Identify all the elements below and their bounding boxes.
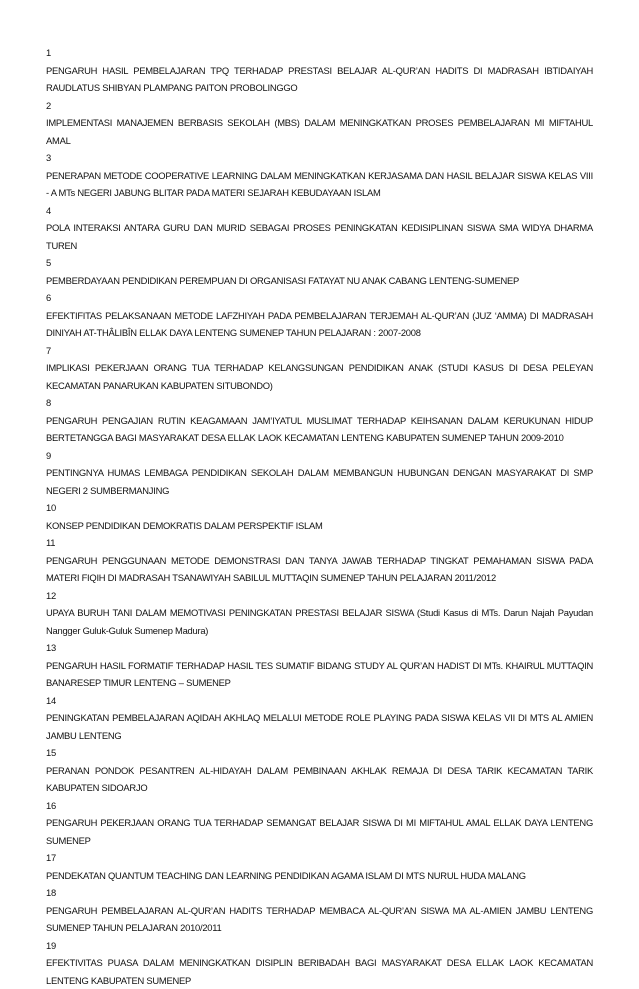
- entry-title: PENGARUH PEMBELAJARAN AL-QUR’AN HADITS TERHADAP MEMBACA AL-QUR’AN SISWA MA AL-AMIEN JAMBU LENTENG SUMENEP TAHUN PELAJARAN 2010/2011: [46, 902, 593, 937]
- entry-title: IMPLIKASI PEKERJAAN ORANG TUA TERHADAP KELANGSUNGAN PENDIDIKAN ANAK (STUDI KASUS DI DESA PELEYAN KECAMATAN PANARUKAN KABUPATEN SITUBONDO): [46, 359, 593, 394]
- entry-title: IMPLEMENTASI MANAJEMEN BERBASIS SEKOLAH (MBS) DALAM MENINGKATKAN PROSES PEMBELAJARAN MI MIFTAHUL AMAL: [46, 114, 593, 149]
- entry-title: POLA INTERAKSI ANTARA GURU DAN MURID SEBAGAI PROSES PENINGKATAN KEDISIPLINAN SISWA SMA WIDYA DHARMA TUREN: [46, 219, 593, 254]
- entry-number: 19: [46, 937, 593, 955]
- list-item: [46, 884, 593, 937]
- entry-title: EFEKTIVITAS PUASA DALAM MENINGKATKAN DISIPLIN BERIBADAH BAGI MASYARAKAT DESA ELLAK LAOK KECAMATAN LENTENG KABUPATEN SUMENEP: [46, 954, 593, 989]
- entry-title: PERANAN PONDOK PESANTREN AL-HIDAYAH DALAM PEMBINAAN AKHLAK REMAJA DI DESA TARIK KECAMATAN TARIK KABUPATEN SIDOARJO: [46, 762, 593, 797]
- entry-title: PENERAPAN METODE COOPERATIVE LEARNING DALAM MENINGKATKAN KERJASAMA DAN HASIL BELAJAR SISWA KELAS VIII - A MTs NEGERI JABUNG BLITAR PADA MATERI SEJARAH KEBUDAYAAN ISLAM: [46, 167, 593, 202]
- entry-title: KONSEP PENDIDIKAN DEMOKRATIS DALAM PERSPEKTIF ISLAM: [46, 517, 593, 535]
- list-item: [46, 744, 593, 797]
- entry-title: PENGARUH HASIL PEMBELAJARAN TPQ TERHADAP PRESTASI BELAJAR AL-QUR’AN HADITS DI MADRASAH IBTIDAIYAH RAUDLATUS SHIBYAN PLAMPANG PAITON PROBOLINGGO: [46, 62, 593, 97]
- entry-number: 2: [46, 97, 593, 115]
- entry-title: PENGARUH PENGAJIAN RUTIN KEAGAMAAN JAM’IYATUL MUSLIMAT TERHADAP KEIHSANAN DALAM KERUKUNAN HIDUP BERTETANGGA BAGI MASYARAKAT DESA ELLAK LAOK KECAMATAN LENTENG KABUPATEN SUMENEP TAHUN 2009-2010: [46, 412, 593, 447]
- list-item: [46, 149, 593, 202]
- entry-number: 11: [46, 534, 593, 552]
- entry-number: 14: [46, 692, 593, 710]
- entry-number: 17: [46, 849, 593, 867]
- list-item: [46, 394, 593, 447]
- entry-number: 12: [46, 587, 593, 605]
- list-item: [46, 639, 593, 692]
- entry-number: 7: [46, 342, 593, 360]
- entry-title: PENGARUH PENGGUNAAN METODE DEMONSTRASI DAN TANYA JAWAB TERHADAP TINGKAT PEMAHAMAN SISWA PADA MATERI FIQIH DI MADRASAH TSANAWIYAH SABILUL MUTTAQIN SUMENEP TAHUN PELAJARAN 2011/2012: [46, 552, 593, 587]
- list-item: [46, 342, 593, 395]
- entry-number: 15: [46, 744, 593, 762]
- entry-title: PENTINGNYA HUMAS LEMBAGA PENDIDIKAN SEKOLAH DALAM MEMBANGUN HUBUNGAN DENGAN MASYARAKAT DI SMP NEGERI 2 SUMBERMANJING: [46, 464, 593, 499]
- list-item: [46, 937, 593, 989]
- document-page: [46, 44, 593, 989]
- entry-number: 13: [46, 639, 593, 657]
- entry-number: 5: [46, 254, 593, 272]
- entry-title: PENGARUH PEKERJAAN ORANG TUA TERHADAP SEMANGAT BELAJAR SISWA DI MI MIFTAHUL AMAL ELLAK DAYA LENTENG SUMENEP: [46, 814, 593, 849]
- entry-number: 6: [46, 289, 593, 307]
- list-item: [46, 534, 593, 587]
- entry-number: 16: [46, 797, 593, 815]
- entry-number: 10: [46, 499, 593, 517]
- list-item: [46, 254, 593, 289]
- list-item: [46, 202, 593, 255]
- entry-title: PENGARUH HASIL FORMATIF TERHADAP HASIL TES SUMATIF BIDANG STUDY AL QUR’AN HADIST DI MTs. KHAIRUL MUTTAQIN BANARESEP TIMUR LENTENG – SUMENEP: [46, 657, 593, 692]
- list-item: [46, 587, 593, 640]
- list-item: [46, 849, 593, 884]
- list-item: [46, 499, 593, 534]
- entry-number: 4: [46, 202, 593, 220]
- list-item: [46, 797, 593, 850]
- entry-number: 18: [46, 884, 593, 902]
- entry-number: 8: [46, 394, 593, 412]
- list-item: [46, 692, 593, 745]
- entry-title: EFEKTIFITAS PELAKSANAAN METODE LAFZHIYAH PADA PEMBELAJARAN TERJEMAH AL-QUR’AN (JUZ ‘AMMA) DI MADRASAH DINIYAH AT-THÂLIBÎN ELLAK DAYA LENTENG SUMENEP TAHUN PELAJARAN : 2007-2008: [46, 307, 593, 342]
- entry-title: PENDEKATAN QUANTUM TEACHING DAN LEARNING PENDIDIKAN AGAMA ISLAM DI MTS NURUL HUDA MALANG: [46, 867, 593, 885]
- entry-title: UPAYA BURUH TANI DALAM MEMOTIVASI PENINGKATAN PRESTASI BELAJAR SISWA (Studi Kasus di MTs. Darun Najah Payudan Nangger Guluk-Guluk Sumenep Madura): [46, 604, 593, 639]
- list-item: [46, 447, 593, 500]
- entry-number: 1: [46, 44, 593, 62]
- entry-title: PEMBERDAYAAN PENDIDIKAN PEREMPUAN DI ORGANISASI FATAYAT NU ANAK CABANG LENTENG-SUMENEP: [46, 272, 593, 290]
- list-item: [46, 289, 593, 342]
- list-item: [46, 44, 593, 97]
- entry-number: 9: [46, 447, 593, 465]
- list-item: [46, 97, 593, 150]
- entry-title: PENINGKATAN PEMBELAJARAN AQIDAH AKHLAQ MELALUI METODE ROLE PLAYING PADA SISWA KELAS VII DI MTS AL AMIEN JAMBU LENTENG: [46, 709, 593, 744]
- entry-number: 3: [46, 149, 593, 167]
